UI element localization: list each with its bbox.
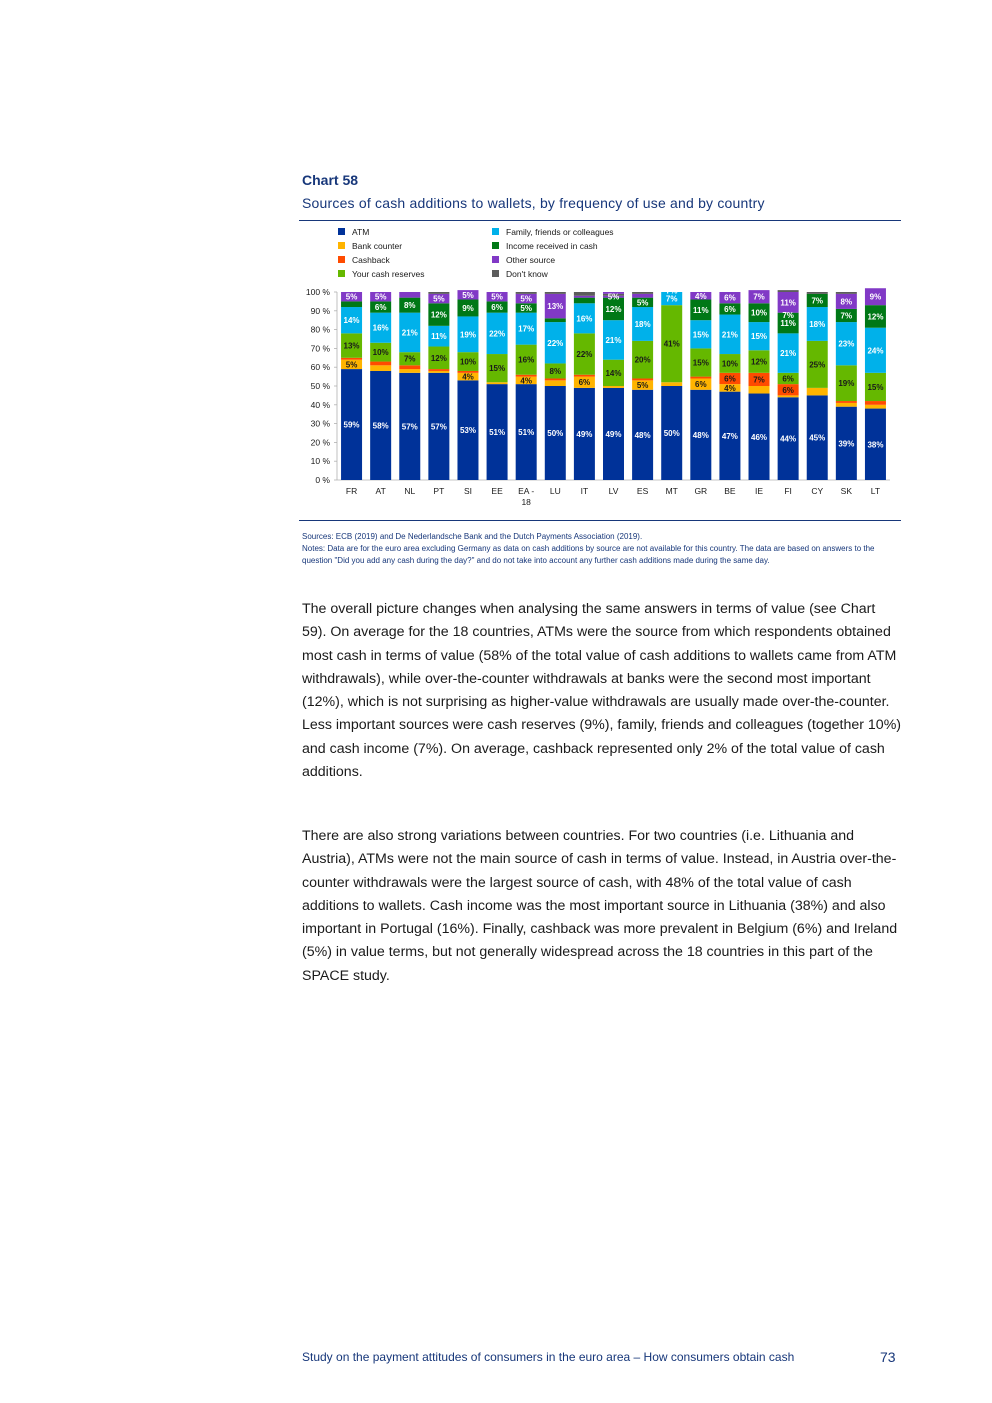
data-label: 5%	[433, 294, 445, 304]
data-label: 5%	[636, 298, 649, 308]
data-label: 58%	[372, 421, 389, 431]
sources-note: Sources: ECB (2019) and De Nederlandsche Bank and the Dutch Payments Association (2019).	[302, 532, 643, 541]
data-label: 23%	[838, 339, 855, 349]
data-label: 6%	[724, 374, 736, 384]
body-paragraph-2: There are also strong variations between countries. For two countries (i.e. Lithuania and Austria), ATMs were not the main source of cash in terms of value. Instead, in Austria over-the-counter withdrawals were the largest source of cash, with 48% of the total value of cash additions to wallets. Cash income was the most important source in Lithuania (38%) and also important in Portugal (16%). Finally, cashback was more prevalent in Belgium (6%) and Ireland (5%) in value terms, but not generally widespread across the 18 countries in this part of the SPACE study.	[302, 828, 898, 984]
data-label: 12%	[751, 357, 768, 367]
data-label: 7%	[753, 292, 765, 302]
data-label: 13%	[343, 341, 360, 351]
bar-segment	[428, 369, 449, 371]
data-label: 5%	[520, 303, 532, 313]
data-label: 22%	[576, 350, 593, 360]
chart-number: Chart 58	[302, 172, 359, 188]
data-label: 57%	[430, 422, 447, 432]
data-label: 8%	[403, 301, 416, 311]
data-label: 49%	[576, 429, 593, 439]
data-label: 7%	[665, 286, 678, 296]
data-label: 6%	[374, 303, 387, 313]
data-label: 15%	[692, 358, 709, 368]
data-label: 12%	[605, 304, 622, 314]
legend-label: Bank counter	[352, 241, 403, 251]
data-label: 8%	[840, 297, 853, 307]
data-label: 5%	[491, 292, 503, 302]
data-label: 4%	[695, 291, 707, 301]
x-tick-label: AT	[375, 486, 386, 496]
data-label: 44%	[780, 434, 797, 444]
data-label: 5%	[607, 292, 620, 302]
legend-swatch	[338, 270, 345, 277]
bar-segment	[807, 292, 828, 294]
data-label: 38%	[867, 440, 884, 450]
data-label: 9%	[462, 303, 474, 313]
x-tick-label: CY	[811, 486, 824, 496]
data-label: 48%	[692, 430, 709, 440]
data-label: 51%	[518, 428, 535, 438]
data-label: 15%	[751, 332, 768, 342]
y-tick-label: 30 %	[310, 418, 330, 429]
x-tick-label: SK	[840, 486, 853, 496]
page-number: 73	[880, 1349, 896, 1365]
data-label: 16%	[372, 323, 389, 333]
data-label: 14%	[343, 316, 360, 326]
data-label: 7%	[753, 375, 765, 385]
data-label: 4%	[462, 372, 474, 382]
data-label: 5%	[374, 292, 387, 302]
data-label: 14%	[605, 368, 622, 378]
bar-segment	[545, 380, 566, 386]
legend-swatch	[492, 270, 499, 277]
data-label: 16%	[576, 314, 593, 324]
data-label: 5%	[345, 292, 358, 302]
data-label: 48%	[634, 430, 651, 440]
data-label: 45%	[809, 433, 826, 443]
bar-segment	[574, 296, 595, 298]
chart-top-rule	[299, 220, 901, 221]
bar-segment	[836, 292, 857, 294]
bar-segment	[341, 301, 362, 307]
bar-segment	[632, 294, 653, 298]
bar-segment	[399, 365, 420, 369]
data-label: 12%	[430, 353, 447, 363]
data-label: 10%	[372, 348, 389, 358]
y-tick-label: 90 %	[310, 305, 330, 316]
x-tick-label: LU	[549, 486, 561, 496]
running-title: Study on the payment attitudes of consumers in the euro area – How consumers obtain cash	[302, 1350, 795, 1364]
data-label: 6%	[782, 385, 794, 395]
legend-swatch	[338, 228, 345, 235]
data-label: 6%	[782, 374, 794, 384]
bar-segment	[778, 395, 799, 397]
data-label: 24%	[867, 346, 884, 356]
y-tick-label: 50 %	[310, 381, 330, 391]
y-tick-label: 100 %	[305, 287, 330, 297]
data-label: 10%	[721, 359, 738, 369]
bar-segment	[574, 375, 595, 377]
data-label: 8%	[549, 366, 562, 376]
x-tick-label: PT	[433, 486, 445, 496]
y-tick-label: 20 %	[310, 437, 330, 448]
x-tick-label: 18	[521, 497, 531, 507]
data-label: 21%	[401, 328, 418, 338]
bar-segment	[836, 403, 857, 407]
legend-label: Income received in cash	[506, 241, 598, 251]
bar-segment	[749, 386, 770, 394]
y-tick-label: 0 %	[315, 475, 330, 485]
data-label: 5%	[462, 290, 474, 300]
legend-swatch	[338, 242, 345, 249]
data-label: 6%	[578, 378, 591, 388]
data-label: 53%	[459, 426, 476, 436]
bar-segment	[545, 378, 566, 380]
x-tick-label: EE	[491, 486, 503, 496]
data-label: 21%	[780, 349, 797, 359]
data-label: 5%	[636, 381, 649, 391]
data-label: 18%	[634, 319, 651, 329]
data-label: 18%	[809, 319, 826, 329]
bar-segment	[574, 292, 595, 296]
data-label: 11%	[693, 305, 709, 315]
data-label: 12%	[430, 310, 447, 320]
legend-label: Your cash reserves	[352, 269, 425, 279]
data-label: 25%	[809, 360, 826, 370]
x-tick-label: IE	[755, 486, 764, 496]
y-tick-label: 40 %	[310, 399, 330, 410]
data-label: 4%	[520, 376, 532, 386]
x-tick-label: SI	[463, 486, 472, 496]
y-tick-label: 70 %	[310, 343, 330, 354]
x-tick-label: LV	[608, 486, 619, 496]
data-label: 17%	[518, 324, 535, 334]
data-label: 51%	[489, 428, 506, 438]
data-label: 12%	[867, 312, 884, 322]
x-tick-label: BE	[724, 486, 736, 496]
legend-swatch	[492, 228, 499, 235]
data-label: 5%	[520, 294, 532, 304]
data-label: 22%	[489, 329, 506, 339]
chart-bottom-rule	[299, 520, 901, 521]
data-label: 11%	[780, 319, 796, 329]
data-label: 5%	[345, 360, 358, 370]
data-label: 6%	[491, 303, 503, 313]
bar-segment	[865, 401, 886, 405]
x-tick-label: LT	[870, 486, 881, 496]
legend-label: Cashback	[352, 255, 390, 265]
x-tick-label: NL	[404, 486, 416, 496]
bar-segment	[370, 362, 391, 366]
data-label: 50%	[547, 429, 564, 438]
x-tick-label: EA -	[518, 486, 535, 496]
legend-label: Other source	[506, 255, 556, 265]
bar-segment	[661, 382, 682, 386]
bar-segment	[428, 371, 449, 373]
data-label: 7%	[811, 296, 824, 306]
data-label: 13%	[547, 302, 564, 312]
bar-segment	[399, 292, 420, 298]
x-tick-label: MT	[665, 486, 678, 496]
x-tick-label: GR	[694, 486, 708, 496]
data-label: 15%	[692, 330, 709, 340]
data-label: 57%	[401, 422, 418, 432]
legend-label: Don't know	[506, 269, 548, 279]
legend-label: Family, friends or colleagues	[506, 227, 614, 237]
bar-segment	[778, 290, 799, 292]
bar-segment	[632, 292, 653, 294]
legend-label: ATM	[352, 227, 370, 237]
data-label: 46%	[751, 432, 768, 442]
bar-segment	[487, 382, 508, 384]
data-label: 41%	[663, 339, 680, 349]
bar-segment	[690, 377, 711, 379]
data-label: 6%	[695, 380, 707, 390]
data-label: 15%	[867, 382, 884, 392]
legend-swatch	[492, 242, 499, 249]
data-label: 47%	[721, 431, 738, 441]
data-label: 19%	[459, 330, 476, 340]
data-label: 49%	[605, 429, 622, 439]
bar-segment	[807, 388, 828, 396]
data-label: 6%	[724, 293, 736, 303]
legend-swatch	[338, 256, 345, 263]
data-label: 50%	[663, 429, 680, 438]
data-label: 7%	[782, 311, 794, 321]
y-tick-label: 10 %	[310, 456, 330, 467]
bar-segment	[574, 298, 595, 304]
data-label: 7%	[665, 294, 678, 304]
data-label: 9%	[869, 292, 882, 302]
x-tick-label: IT	[580, 486, 589, 496]
data-label: 11%	[780, 298, 796, 308]
data-label: 21%	[605, 335, 622, 345]
data-label: 16%	[518, 355, 535, 365]
chart-title: Sources of cash additions to wallets, by frequency of use and by country	[302, 195, 765, 211]
body-paragraph-1: The overall picture changes when analysing the same answers in terms of value (see Chart 59). On average for the 18 countries, ATMs were the source from which respondents obtained most cash in terms of value (58% of the total value of cash additions to wallets came from ATM withdrawals), while over-the-counter withdrawals at banks were the second most important (12%), which is not surprising as higher-value withdrawals are usually made over-the-counter. Less important sources were cash reserves (9%), family, friends and colleagues (together 10%) and cash income (7%). On average, cashback represented only 2% of the total value of cash additions.	[302, 601, 902, 781]
x-tick-label: ES	[636, 486, 649, 496]
bar-segment	[603, 386, 624, 388]
data-label: 39%	[838, 439, 855, 449]
x-tick-label: FI	[784, 486, 792, 496]
legend-swatch	[492, 256, 499, 263]
y-tick-label: 60 %	[310, 362, 330, 373]
data-label: 10%	[751, 308, 768, 318]
data-label: 4%	[724, 383, 736, 393]
bar-segment	[836, 401, 857, 403]
data-label: 7%	[403, 354, 416, 364]
bar-segment	[545, 292, 566, 294]
data-label: 20%	[634, 355, 651, 365]
data-label: 6%	[724, 304, 736, 314]
data-label: 21%	[721, 330, 738, 340]
bar-segment	[399, 369, 420, 373]
data-label: 22%	[547, 338, 564, 348]
data-label: 59%	[343, 420, 360, 430]
bar-segment	[865, 405, 886, 409]
data-label: 11%	[431, 332, 447, 342]
bar-segment	[545, 318, 566, 322]
data-label: 19%	[838, 379, 855, 389]
chart-notes	[302, 531, 902, 567]
y-tick-label: 80 %	[310, 324, 330, 335]
data-label: 10%	[459, 357, 476, 367]
notes-text: Notes: Data are for the euro area excluding Germany as data on cash additions by source are not available for this country. The data are based on answers to the question "Did you add any cash during the day?" and do not take into account any further cash additions made during the same day.	[302, 544, 875, 565]
bar-segment	[370, 365, 391, 371]
data-label: 7%	[840, 311, 853, 321]
stacked-bar-chart	[299, 222, 901, 518]
x-tick-label: FR	[345, 486, 358, 496]
data-label: 15%	[489, 364, 506, 374]
